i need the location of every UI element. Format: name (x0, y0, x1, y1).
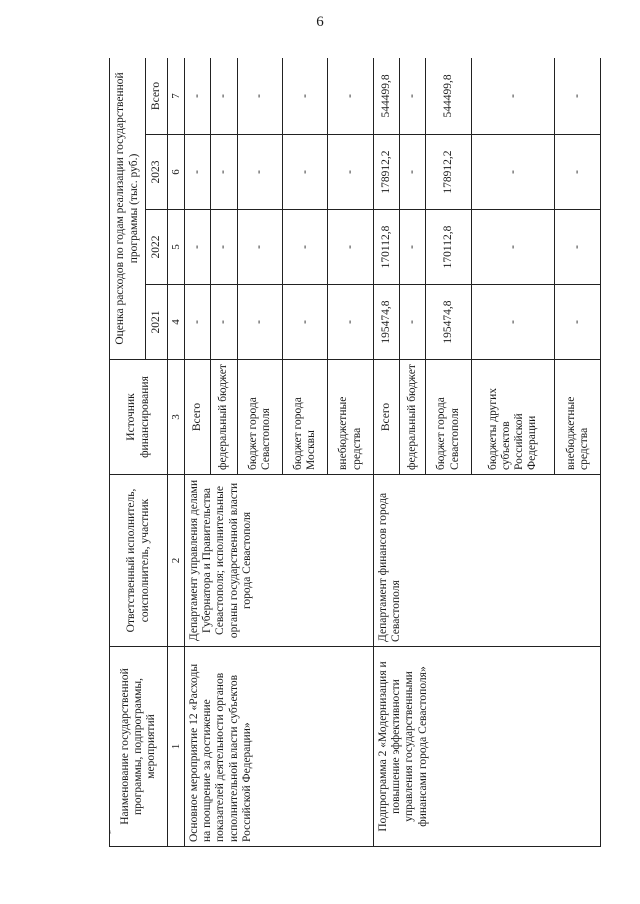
value-2021: - (211, 285, 237, 360)
value-total: 544499,8 (373, 58, 399, 135)
header-executor: Ответственный исполнитель, соисполнитель, участник (110, 475, 168, 647)
value-2021: - (185, 285, 211, 360)
header-year-2022: 2022 (146, 210, 168, 285)
value-2023: - (400, 135, 426, 210)
table-row (185, 58, 211, 847)
value-total: - (555, 58, 601, 135)
funding-source: внебюджетные средства (328, 360, 373, 475)
value-2021: - (471, 285, 555, 360)
header-name: Наименование государственной программы, подпрограммы, мероприятий (110, 647, 168, 847)
table-frame (109, 58, 601, 847)
funding-source: бюджеты других субъектов Российской Федерации (471, 360, 555, 475)
page-number: 6 (316, 14, 324, 30)
funding-source: бюджет города Севастополя (426, 360, 471, 475)
value-2022: - (471, 210, 555, 285)
value-total: - (471, 58, 555, 135)
value-2023: - (328, 135, 373, 210)
corner-mark: ᵢ (110, 826, 112, 835)
funding-source: федеральный бюджет (400, 360, 426, 475)
funding-source: внебюджетные средства (555, 360, 601, 475)
value-total: - (185, 58, 211, 135)
funding-source: Всего (185, 360, 211, 475)
value-total: - (283, 58, 328, 135)
value-2022: - (185, 210, 211, 285)
funding-source: бюджет города Севастополя (237, 360, 282, 475)
subprogram-name: Подпрограмма 2 «Модернизация и повышение эффективности управления государственными финансами города Севастополя» (373, 647, 600, 847)
value-total: 544499,8 (426, 58, 471, 135)
value-2023: - (211, 135, 237, 210)
value-2023: - (555, 135, 601, 210)
rotated-table-wrapper (109, 58, 601, 847)
value-2022: - (237, 210, 282, 285)
col-num: 5 (168, 210, 185, 285)
table-row (373, 58, 399, 847)
column-numbers-row (168, 58, 185, 847)
value-2023: 178912,2 (426, 135, 471, 210)
value-2022: - (400, 210, 426, 285)
col-num: 7 (168, 58, 185, 135)
col-num: 1 (168, 647, 185, 847)
value-2022: 170112,8 (373, 210, 399, 285)
value-total: - (328, 58, 373, 135)
value-2021: - (555, 285, 601, 360)
col-num: 6 (168, 135, 185, 210)
funding-source: бюджет города Москвы (283, 360, 328, 475)
value-2023: - (471, 135, 555, 210)
expenses-table (109, 58, 601, 847)
funding-source: федеральный бюджет (211, 360, 237, 475)
value-total: - (211, 58, 237, 135)
header-year-2023: 2023 (146, 135, 168, 210)
subprogram-executor: Департамент финансов города Севастополя (373, 475, 600, 647)
value-2021: 195474,8 (373, 285, 399, 360)
value-total: - (400, 58, 426, 135)
funding-source: Всего (373, 360, 399, 475)
activity-name: Основное мероприятие 12 «Расходы на поощрение за достижение показателей деятельности органов исполнительной власти субъектов Российской Федерации» (185, 647, 374, 847)
col-num: 2 (168, 475, 185, 647)
value-2021: - (283, 285, 328, 360)
value-2022: 170112,8 (426, 210, 471, 285)
value-2023: 178912,2 (373, 135, 399, 210)
value-2022: - (555, 210, 601, 285)
header-year-2021: 2021 (146, 285, 168, 360)
value-2021: - (400, 285, 426, 360)
value-2022: - (283, 210, 328, 285)
col-num: 4 (168, 285, 185, 360)
value-2023: - (283, 135, 328, 210)
header-total: Всего (146, 58, 168, 135)
col-num: 3 (168, 360, 185, 475)
value-2021: 195474,8 (426, 285, 471, 360)
value-2022: - (328, 210, 373, 285)
header-estimate: Оценка расходов по годам реализации государственной программы (тыс. руб.) (110, 58, 146, 360)
value-2023: - (237, 135, 282, 210)
activity-executor: Департамент управления делами Губернатора и Правительства Севастополя; исполнительные органы государственной власти города Севастополя (185, 475, 374, 647)
value-total: - (237, 58, 282, 135)
value-2023: - (185, 135, 211, 210)
value-2021: - (237, 285, 282, 360)
header-source: Источник финансирования (110, 360, 168, 475)
value-2021: - (328, 285, 373, 360)
value-2022: - (211, 210, 237, 285)
